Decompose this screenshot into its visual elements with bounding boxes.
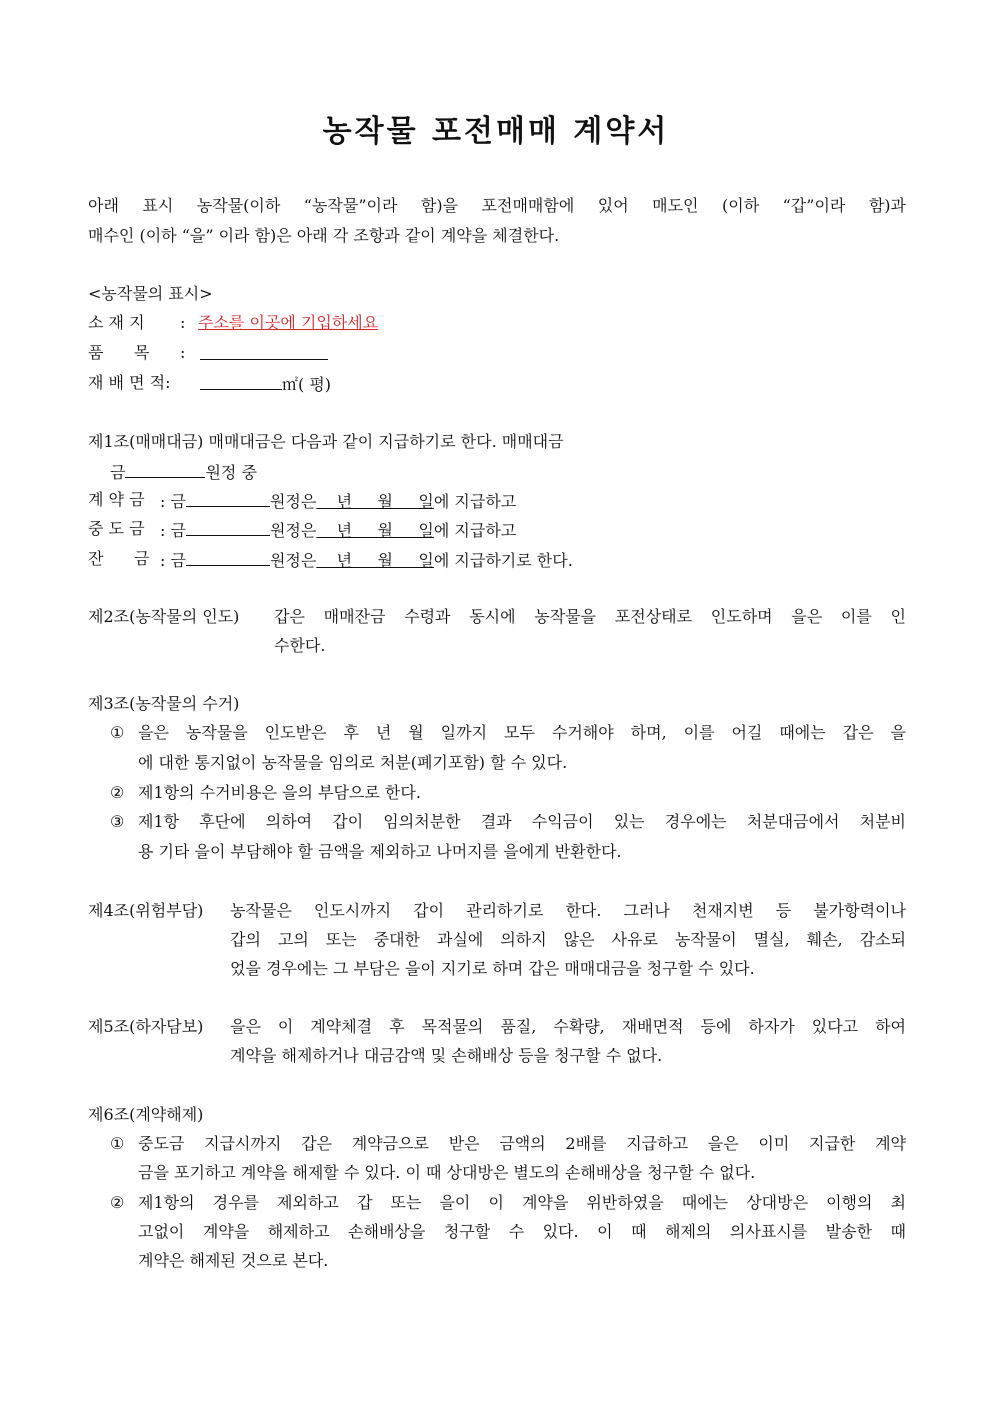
art1-total-suffix: 원정 중 [205, 463, 257, 482]
art1-middle-date[interactable]: 년 월 일 [316, 521, 434, 540]
art1-total-prefix: 금 [110, 463, 126, 482]
art1-amount-suffix: 원정은 [269, 492, 317, 511]
art1-middle-row [160, 519, 516, 541]
art6-item2-line1: 제1항의 경우를 제외하고 갑 또는 을이 이 계약을 위반하였을 때에는 상대방은 이행의 최 [138, 1193, 906, 1212]
art5-line-1: 을은 이 계약체결 후 목적물의 품질, 수확량, 재배면적 등에 하자가 있다고 하여 [230, 1017, 906, 1036]
art1-balance-amount[interactable] [186, 549, 270, 566]
art3-item2-num: ② [110, 783, 125, 802]
art1-amount-suffix: 원정은 [269, 521, 317, 540]
art1-deposit-row [160, 490, 516, 512]
art1-total-row [110, 461, 257, 483]
art2-line-2: 수한다. [274, 636, 326, 655]
art3-item3-line1: 제1항 후단에 의하여 갑이 임의처분한 결과 수익금이 있는 경우에는 처분대금에서 처분비 [138, 812, 906, 831]
art6-item2-line2: 고없이 계약을 해제하고 손해배상을 청구할 수 있다. 이 때 해제의 의사표시를 발송한 때 [138, 1222, 906, 1241]
art1-middle-suffix: 에 지급하고 [433, 521, 517, 540]
area-label: 재 배 면 적: [88, 373, 171, 392]
area-unit: ㎡( 평) [282, 375, 332, 394]
art3-item1-num: ① [110, 723, 125, 742]
art6-item1-line1: 중도금 지급시까지 갑은 계약금으로 받은 금액의 2배를 지급하고 을은 이미 지급한 계약 [138, 1134, 906, 1153]
art1-balance-row [160, 549, 573, 571]
art4-head: 제4조(위험부담) [88, 901, 204, 920]
art3-item1-line2: 에 대한 통지없이 농작물을 임의로 처분(폐기포함) 할 수 있다. [138, 753, 568, 772]
art3-item3-line2: 용 기타 을이 부담해야 할 금액을 제외하고 나머지를 을에게 반환한다. [138, 842, 622, 861]
art1-amount-prefix: : 금 [160, 521, 186, 540]
location-row [88, 313, 145, 333]
art2-head: 제2조(농작물의 인도) [88, 607, 240, 626]
art1-total-field[interactable] [125, 461, 205, 478]
location-label: 소 재 지 [88, 313, 145, 332]
art1-balance-date[interactable]: 년 월 일 [316, 551, 434, 570]
art1-heading: 제1조(매매대금) 매매대금은 다음과 같이 지급하기로 한다. 매매대금 [88, 432, 564, 451]
art6-item1-line2: 금을 포기하고 계약을 해제할 수 있다. 이 때 상대방은 별도의 손해배상을 청구할 수 없다. [138, 1163, 756, 1182]
art6-head: 제6조(계약해제) [88, 1105, 204, 1124]
art4-line-3: 었을 경우에는 그 부담은 을이 지기로 하며 갑은 매매대금을 청구할 수 있다. [230, 959, 755, 978]
item-field[interactable] [200, 343, 328, 365]
art6-item2-num: ② [110, 1193, 125, 1212]
intro-line-1: 아래 표시 농작물(이하 “농작물”이라 함)을 포전매매함에 있어 매도인 (이하 “갑”이라 함)과 [88, 196, 906, 215]
area-field[interactable] [200, 373, 282, 390]
art4-line-2: 갑의 고의 또는 중대한 과실에 의하지 않은 사유로 농작물이 멸실, 훼손, 감소되 [230, 930, 906, 949]
document-title: 농작물 포전매매 계약서 [322, 114, 670, 149]
art1-balance-label: 잔 금 [88, 549, 150, 568]
art5-line-2: 계약을 해제하거나 대금감액 및 손해배상 등을 청구할 수 없다. [230, 1046, 663, 1065]
art1-deposit-suffix: 에 지급하고 [433, 492, 517, 511]
item-colon: : [180, 343, 186, 362]
art3-item2-line1: 제1항의 수거비용은 을의 부담으로 한다. [138, 783, 421, 802]
crop-heading: <농작물의 표시> [88, 284, 213, 303]
art1-deposit-label: 계 약 금 [88, 490, 145, 509]
art4-line-1: 농작물은 인도시까지 갑이 관리하기로 한다. 그러나 천재지변 등 불가항력이나 [230, 901, 906, 920]
art3-item1-line1: 을은 농작물을 인도받은 후 년 월 일까지 모두 수거해야 하며, 이를 어길 때에는 갑은 을 [138, 723, 906, 742]
art1-amount-prefix: : 금 [160, 492, 186, 511]
location-field[interactable]: 주소를 이곳에 기입하세요 [198, 313, 379, 332]
art3-item3-num: ③ [110, 812, 125, 831]
art1-amount-suffix: 원정은 [269, 551, 317, 570]
intro-line-2: 매수인 (이하 “을” 이라 함)은 아래 각 조항과 같이 계약을 체결한다. [88, 226, 560, 245]
art1-deposit-amount[interactable] [186, 490, 270, 507]
art5-head: 제5조(하자담보) [88, 1017, 204, 1036]
art1-deposit-date[interactable]: 년 월 일 [316, 492, 434, 511]
art6-item2-line3: 계약은 해제된 것으로 본다. [138, 1251, 329, 1270]
area-row [200, 373, 331, 395]
art1-balance-suffix: 에 지급하기로 한다. [433, 551, 573, 570]
item-label: 품 목 [88, 343, 150, 362]
art2-line-1: 갑은 매매잔금 수령과 동시에 농작물을 포전상태로 인도하며 을은 이를 인 [274, 607, 906, 626]
art6-item1-num: ① [110, 1134, 125, 1153]
art3-head: 제3조(농작물의 수거) [88, 694, 240, 713]
art1-middle-amount[interactable] [186, 519, 270, 536]
art1-middle-label: 중 도 금 [88, 519, 145, 538]
art1-amount-prefix: : 금 [160, 551, 186, 570]
location-colon: : [180, 313, 186, 332]
